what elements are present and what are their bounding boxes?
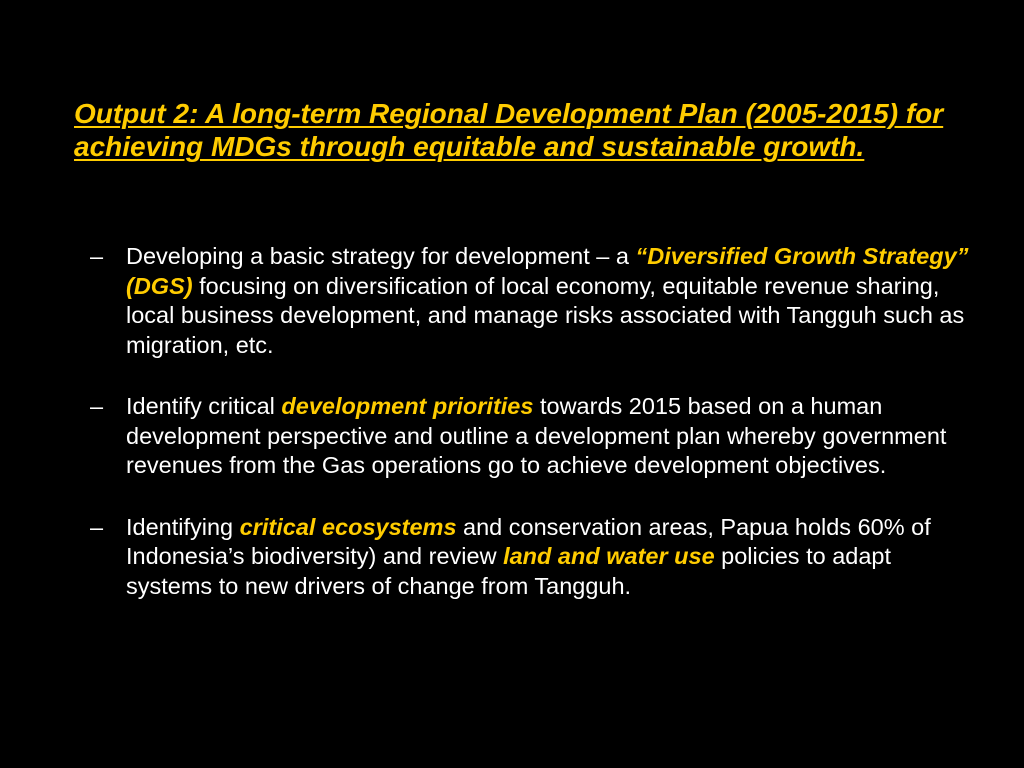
bullet-text: Identifying: [126, 513, 240, 540]
bullet-emphasis: development priorities: [281, 393, 534, 419]
bullet-item: [90, 242, 970, 360]
bullet-item: [90, 513, 970, 602]
bullet-text: Developing a basic strategy for development – a: [126, 243, 636, 269]
bullet-text: policies to adapt systems to new drivers of change from Tangguh.: [126, 543, 892, 599]
bullet-text: Identify critical: [126, 393, 282, 419]
bullet-emphasis: land and water use: [503, 543, 715, 569]
slide-title: Output 2: A long-term Regional Development Plan (2005-2015) for achieving MDGs through equitable and sustainable growth.: [74, 98, 944, 162]
bullet-dash: –: [90, 393, 104, 419]
bullet-emphasis: “Diversified Growth Strategy” (DGS): [126, 243, 969, 299]
bullet-dash: –: [90, 513, 104, 540]
bullet-dash: –: [90, 243, 104, 269]
bullet-text: and conservation areas, Papua holds 60% of Indonesia’s biodiversity) and review: [126, 513, 931, 569]
bullet-text: focusing on diversification of local economy, equitable revenue sharing, local business development, and manage risks associated with Tangguh such as migration, etc.: [126, 272, 965, 358]
bullet-list: [90, 242, 970, 633]
bullet-item: [90, 392, 970, 481]
bullet-text: towards 2015 based on a human development perspective and outline a development plan whereby government revenues from the Gas operations go to achieve development objectives.: [126, 393, 947, 478]
bullet-emphasis: critical ecosystems: [239, 513, 457, 540]
